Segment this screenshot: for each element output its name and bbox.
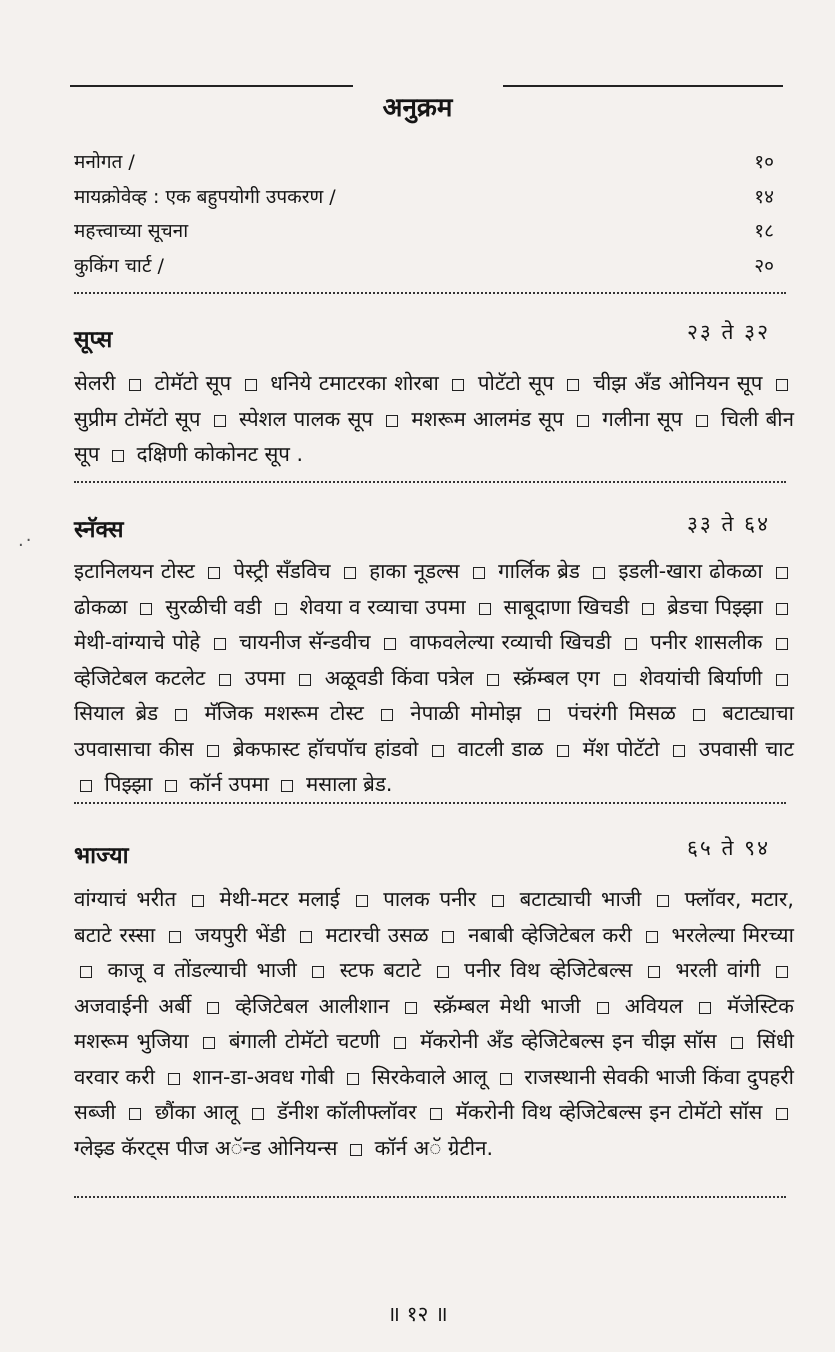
separator-box-icon — [487, 674, 499, 686]
recipe-item: सेलरी — [74, 371, 116, 395]
separator-box-icon — [642, 603, 654, 615]
separator-box-icon — [593, 567, 605, 579]
separator-box-icon — [731, 1037, 743, 1049]
page-title: अनुक्रम — [382, 93, 453, 123]
recipe-item: ग्लेझ्ड कॅरट्स पीज अॅन्ड ओनियन्स — [74, 1135, 338, 1160]
recipe-item: स्क्रॅम्बल मेथी भाजी — [433, 993, 581, 1018]
intro-page: १४ — [754, 186, 774, 208]
separator-box-icon — [207, 1002, 219, 1014]
intro-page: १० — [754, 151, 774, 173]
recipe-item: मटारची उसळ — [325, 922, 429, 947]
intro-row — [74, 252, 774, 278]
recipe-item: मेथी-वांग्याचे पोहे — [74, 630, 201, 654]
separator-box-icon — [437, 966, 449, 978]
intro-page: १८ — [754, 220, 774, 242]
separator-box-icon — [625, 638, 637, 650]
separator-box-icon — [500, 1073, 512, 1085]
separator-box-icon — [281, 780, 293, 792]
separator-box-icon — [597, 1002, 609, 1014]
separator-box-icon — [432, 745, 444, 757]
separator-box-icon — [252, 1108, 264, 1120]
separator-box-icon — [442, 931, 454, 943]
recipe-item: शान-डा-अवध गोबी — [192, 1064, 335, 1089]
separator-box-icon — [452, 379, 464, 391]
recipe-item: स्पेशल पालक सूप — [239, 406, 373, 431]
intro-row — [74, 183, 774, 209]
separator-box-icon — [312, 966, 324, 978]
recipe-item: उपवासी चाट — [698, 736, 794, 761]
page-number: ॥ १२ ॥ — [387, 1302, 448, 1326]
recipe-item: ढोकळा — [74, 594, 128, 619]
recipe-item: व्हेजिटेबल आलीशान — [235, 993, 390, 1018]
top-rule-right — [503, 85, 783, 87]
recipe-item: अजवाईनी अर्बी — [74, 993, 192, 1018]
recipe-item: फ्लॉवर, मटार, बटाटे रस्सा — [74, 887, 794, 947]
section-title-vegetables: भाज्या — [74, 843, 129, 869]
section-range-soups: २३ ते ३२ — [686, 320, 770, 344]
separator-box-icon — [577, 415, 589, 427]
recipe-item: ब्रेकफास्ट हॉचपॉच हांडवो — [233, 736, 419, 761]
side-dots: .· — [18, 530, 34, 551]
separator-box-icon — [492, 895, 504, 907]
separator-box-icon — [384, 638, 396, 650]
recipe-item: गलीना सूप — [602, 406, 683, 431]
dotted-divider — [74, 292, 786, 294]
separator-box-icon — [648, 966, 660, 978]
recipe-item: पिझ्झा — [104, 772, 153, 796]
separator-box-icon — [776, 603, 788, 615]
separator-box-icon — [479, 603, 491, 615]
intro-row — [74, 148, 774, 174]
separator-box-icon — [567, 379, 579, 391]
recipe-item: स्क्रॅम्बल एग — [513, 665, 600, 690]
separator-box-icon — [299, 674, 311, 686]
separator-box-icon — [381, 709, 393, 721]
intro-page: २० — [754, 255, 774, 277]
separator-box-icon — [275, 603, 287, 615]
separator-box-icon — [80, 966, 92, 978]
recipe-item: पोटॅटो सूप — [477, 371, 554, 395]
intro-label: मनोगत / — [74, 151, 135, 173]
separator-box-icon — [350, 1144, 362, 1156]
separator-box-icon — [214, 415, 226, 427]
separator-box-icon — [473, 567, 485, 579]
recipe-item: पेस्ट्री सँडविच — [233, 559, 331, 583]
separator-box-icon — [208, 567, 220, 579]
section-body-snacks — [74, 554, 794, 803]
recipe-item: अवियल — [624, 993, 683, 1018]
separator-box-icon — [214, 638, 226, 650]
recipe-item: इटानिलयन टोस्ट — [74, 559, 195, 583]
recipe-item: ब्रेडचा पिझ्झा — [667, 594, 763, 619]
separator-box-icon — [175, 709, 187, 721]
recipe-item: पंचरंगी मिसळ — [567, 701, 676, 725]
recipe-item: मॅजेस्टिक मशरूम भुजिया — [74, 993, 794, 1053]
separator-box-icon — [140, 603, 152, 615]
recipe-item: भरली वांगी — [675, 958, 761, 982]
recipe-item: गार्लिक ब्रेड — [498, 559, 580, 583]
separator-box-icon — [696, 415, 708, 427]
recipe-item: वाफवलेल्या रव्याची खिचडी — [409, 630, 612, 654]
separator-box-icon — [347, 1073, 359, 1085]
dotted-divider — [74, 1196, 786, 1198]
dotted-divider — [74, 481, 786, 483]
recipe-item: नेपाळी मोमोझ — [410, 701, 522, 725]
recipe-item: मशरूम आलमंड सूप — [411, 406, 564, 431]
separator-box-icon — [245, 379, 257, 391]
recipe-item: सिरकेवाले आलू — [371, 1064, 487, 1089]
recipe-item: कॉर्न अॅ ग्रेटीन. — [374, 1135, 493, 1160]
separator-box-icon — [207, 745, 219, 757]
recipe-item: पनीर शासलीक — [650, 630, 763, 654]
recipe-item: पनीर विथ व्हेजिटेबल्स — [464, 958, 633, 982]
recipe-item: सुरळीची वडी — [165, 594, 262, 619]
recipe-item: स्टफ बटाटे — [339, 958, 422, 982]
separator-box-icon — [386, 415, 398, 427]
recipe-item: मसाला ब्रेड. — [306, 772, 393, 796]
recipe-item: नबाबी व्हेजिटेबल करी — [468, 922, 632, 947]
recipe-item: सियाल ब्रेड — [74, 701, 159, 725]
recipe-item: हाका नूडल्स — [369, 559, 460, 583]
separator-box-icon — [356, 895, 368, 907]
recipe-item: मॅश पोटॅटो — [582, 736, 660, 761]
separator-box-icon — [646, 931, 658, 943]
separator-box-icon — [300, 931, 312, 943]
recipe-item: साबूदाणा खिचडी — [503, 594, 630, 619]
recipe-item: भरलेल्या मिरच्या — [671, 922, 794, 947]
separator-box-icon — [168, 1073, 180, 1085]
recipe-item: बटाट्याची भाजी — [519, 887, 642, 911]
section-title-soups: सूप्स — [74, 327, 113, 353]
separator-box-icon — [776, 1108, 788, 1120]
recipe-item: व्हेजिटेबल कटलेट — [74, 665, 206, 690]
recipe-item: डॅनीश कॉलीफ्लॉवर — [277, 1100, 417, 1124]
separator-box-icon — [129, 1108, 141, 1120]
recipe-item: राजस्थानी सेवकी भाजी किंवा दुपहरी सब्जी — [74, 1064, 794, 1124]
separator-box-icon — [538, 709, 550, 721]
separator-box-icon — [776, 966, 788, 978]
top-rule-left — [70, 85, 353, 87]
recipe-item: टोमॅटो सूप — [154, 371, 232, 395]
recipe-item: कॉर्न उपमा — [189, 772, 269, 796]
section-body-soups — [74, 366, 794, 473]
separator-box-icon — [657, 895, 669, 907]
recipe-item: दक्षिणी कोकोनट सूप . — [136, 442, 303, 466]
intro-label: मायक्रोवेव्ह : एक बहुपयोगी उपकरण / — [74, 186, 336, 208]
separator-box-icon — [112, 450, 124, 462]
separator-box-icon — [169, 931, 181, 943]
recipe-item: जयपुरी भेंडी — [194, 922, 286, 947]
section-range-snacks: ३३ ते ६४ — [686, 512, 770, 536]
recipe-item: उपमा — [244, 665, 286, 690]
recipe-item: इडली-खारा ढोकळा — [618, 559, 763, 583]
separator-box-icon — [776, 379, 788, 391]
separator-box-icon — [80, 780, 92, 792]
recipe-item: सुप्रीम टोमॅटो सूप — [74, 406, 201, 431]
intro-label: कुकिंग चार्ट / — [74, 255, 164, 277]
recipe-item: शेवयांची बिर्याणी — [639, 665, 763, 690]
recipe-item: मॅकरोनी अँड व्हेजिटेबल्स इन चीझ सॉस — [420, 1029, 717, 1053]
separator-box-icon — [430, 1108, 442, 1120]
separator-box-icon — [129, 379, 141, 391]
section-title-snacks: स्नॅक्स — [74, 517, 124, 543]
recipe-item: मॅजिक मशरूम टोस्ट — [204, 701, 364, 725]
separator-box-icon — [192, 895, 204, 907]
separator-box-icon — [344, 567, 356, 579]
recipe-item: मॅकरोनी विथ व्हेजिटेबल्स इन टोमॅटो सॉस — [455, 1100, 763, 1124]
recipe-item: धनिये टमाटरका शोरबा — [270, 371, 439, 395]
recipe-item: पालक पनीर — [383, 887, 477, 911]
recipe-item: छौंका आलू — [154, 1100, 238, 1124]
separator-box-icon — [165, 780, 177, 792]
recipe-item: चीझ अँड ओनियन सूप — [592, 371, 763, 395]
recipe-item: शेवया व रव्याचा उपमा — [299, 594, 466, 619]
separator-box-icon — [776, 674, 788, 686]
separator-box-icon — [394, 1037, 406, 1049]
separator-box-icon — [699, 1002, 711, 1014]
separator-box-icon — [203, 1037, 215, 1049]
separator-box-icon — [673, 745, 685, 757]
separator-box-icon — [693, 709, 705, 721]
separator-box-icon — [776, 638, 788, 650]
recipe-item: काजू व तोंडल्याची भाजी — [107, 958, 297, 982]
separator-box-icon — [405, 1002, 417, 1014]
intro-row — [74, 217, 774, 243]
separator-box-icon — [557, 745, 569, 757]
separator-box-icon — [614, 674, 626, 686]
separator-box-icon — [776, 567, 788, 579]
recipe-item: वांग्याचं भरीत — [74, 887, 177, 911]
section-body-vegetables — [74, 882, 794, 1166]
recipe-item: सिंधी वरवार करी — [74, 1029, 794, 1089]
recipe-item: वाटली डाळ — [457, 736, 544, 761]
section-range-vegetables: ६५ ते ९४ — [686, 836, 770, 860]
recipe-item: बंगाली टोमॅटो चटणी — [228, 1029, 380, 1053]
recipe-item: अळूवडी किंवा पत्रेल — [324, 665, 474, 690]
dotted-divider — [74, 802, 786, 804]
recipe-item: चिली बीन सूप — [74, 406, 794, 466]
recipe-item: मेथी-मटर मलाई — [219, 887, 340, 911]
recipe-item: चायनीज सॅन्डवीच — [239, 630, 371, 654]
recipe-item: बटाट्याचा उपवासाचा कीस — [74, 701, 794, 761]
intro-label: महत्त्वाच्या सूचना — [74, 220, 189, 242]
separator-box-icon — [219, 674, 231, 686]
